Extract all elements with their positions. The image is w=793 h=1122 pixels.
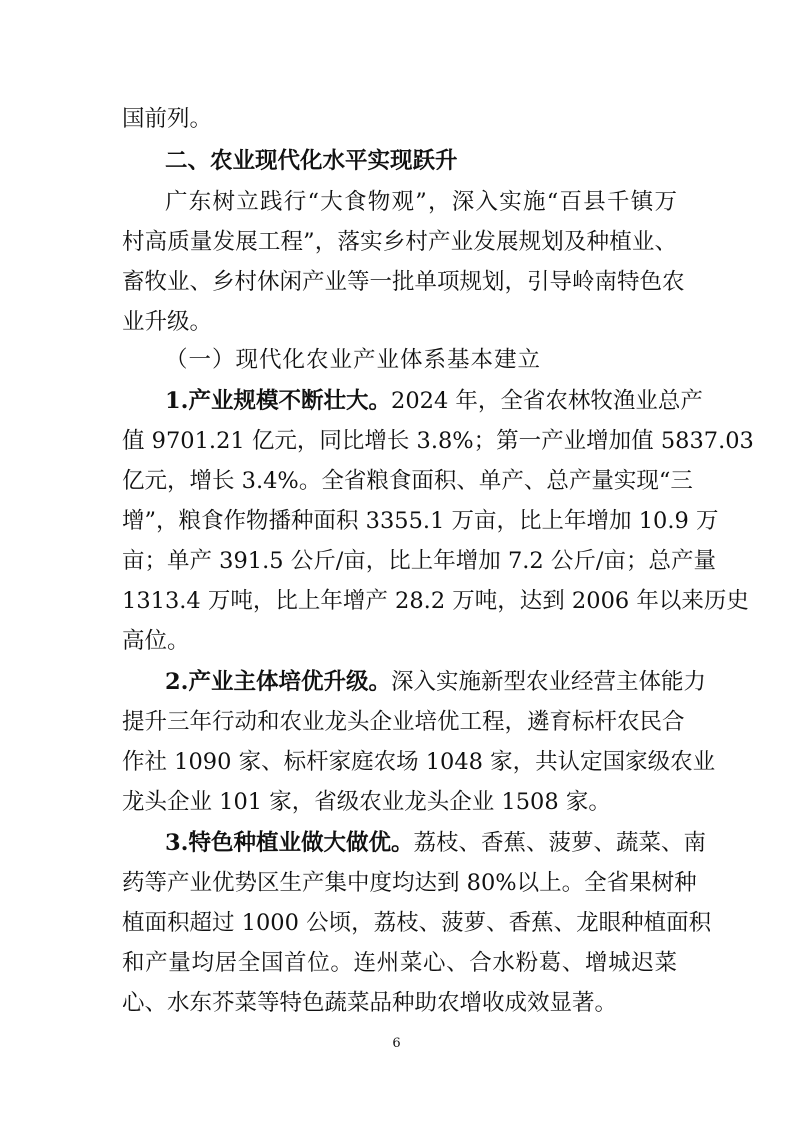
paragraph-line: 1.产业规模不断壮大。2024 年，全省农林牧渔业总产 — [165, 388, 703, 414]
paragraph-line: 作社 1090 家、标杆家庭农场 1048 家，共认定国家级农业 — [122, 749, 716, 775]
paragraph-line: 药等产业优势区生产集中度均达到 80%以上。全省果树种 — [122, 870, 697, 896]
section-heading: 二、农业现代化水平实现跃升 — [165, 148, 458, 174]
paragraph-line: 畜牧业、乡村休闲产业等一批单项规划，引导岭南特色农 — [122, 269, 685, 295]
paragraph-line: 业升级。 — [122, 309, 213, 335]
paragraph-line: 2.产业主体培优升级。深入实施新型农业经营主体能力 — [165, 669, 707, 695]
paragraph-line: 提升三年行动和农业龙头企业培优工程，遴育标杆农民合 — [122, 709, 685, 735]
paragraph-line: 心、水东芥菜等特色蔬菜品种助农增收成效显著。 — [122, 990, 618, 1016]
paragraph-line: 植面积超过 1000 公顷，荔枝、菠萝、香蕉、龙眼种植面积 — [122, 910, 712, 936]
paragraph-line: 村高质量发展工程”，落实乡村产业发展规划及种植业、 — [122, 229, 677, 255]
item-title: 3.特色种植业做大做优。 — [165, 830, 414, 856]
paragraph-line: 国前列。 — [122, 106, 213, 132]
paragraph-line: 增”，粮食作物播种面积 3355.1 万亩，比上年增加 10.9 万 — [122, 508, 719, 534]
paragraph-line: 龙头企业 101 家，省级农业龙头企业 1508 家。 — [122, 789, 611, 815]
paragraph-line: 3.特色种植业做大做优。荔枝、香蕉、菠萝、蔬菜、南 — [165, 830, 707, 856]
paragraph-line: 亿元，增长 3.4%。全省粮食面积、单产、总产量实现“三 — [122, 468, 693, 494]
paragraph-line: 1313.4 万吨，比上年增产 28.2 万吨，达到 2006 年以来历史 — [122, 588, 749, 614]
page-number: 6 — [392, 1036, 401, 1051]
item-title: 2.产业主体培优升级。 — [165, 669, 391, 695]
paragraph-line: 和产量均居全国首位。连州菜心、合水粉葛、增城迟菜 — [122, 950, 677, 976]
subsection-heading: （一）现代化农业产业体系基本建立 — [165, 347, 542, 373]
paragraph-line: 值 9701.21 亿元，同比增长 3.8%；第一产业增加值 5837.03 — [122, 428, 754, 454]
item-title: 1.产业规模不断壮大。 — [165, 388, 391, 414]
paragraph-line: 广东树立践行“大食物观”，深入实施“百县千镇万 — [165, 189, 677, 215]
paragraph-line: 亩；单产 391.5 公斤/亩，比上年增加 7.2 公斤/亩；总产量 — [122, 548, 716, 574]
paragraph-line: 高位。 — [122, 628, 190, 654]
